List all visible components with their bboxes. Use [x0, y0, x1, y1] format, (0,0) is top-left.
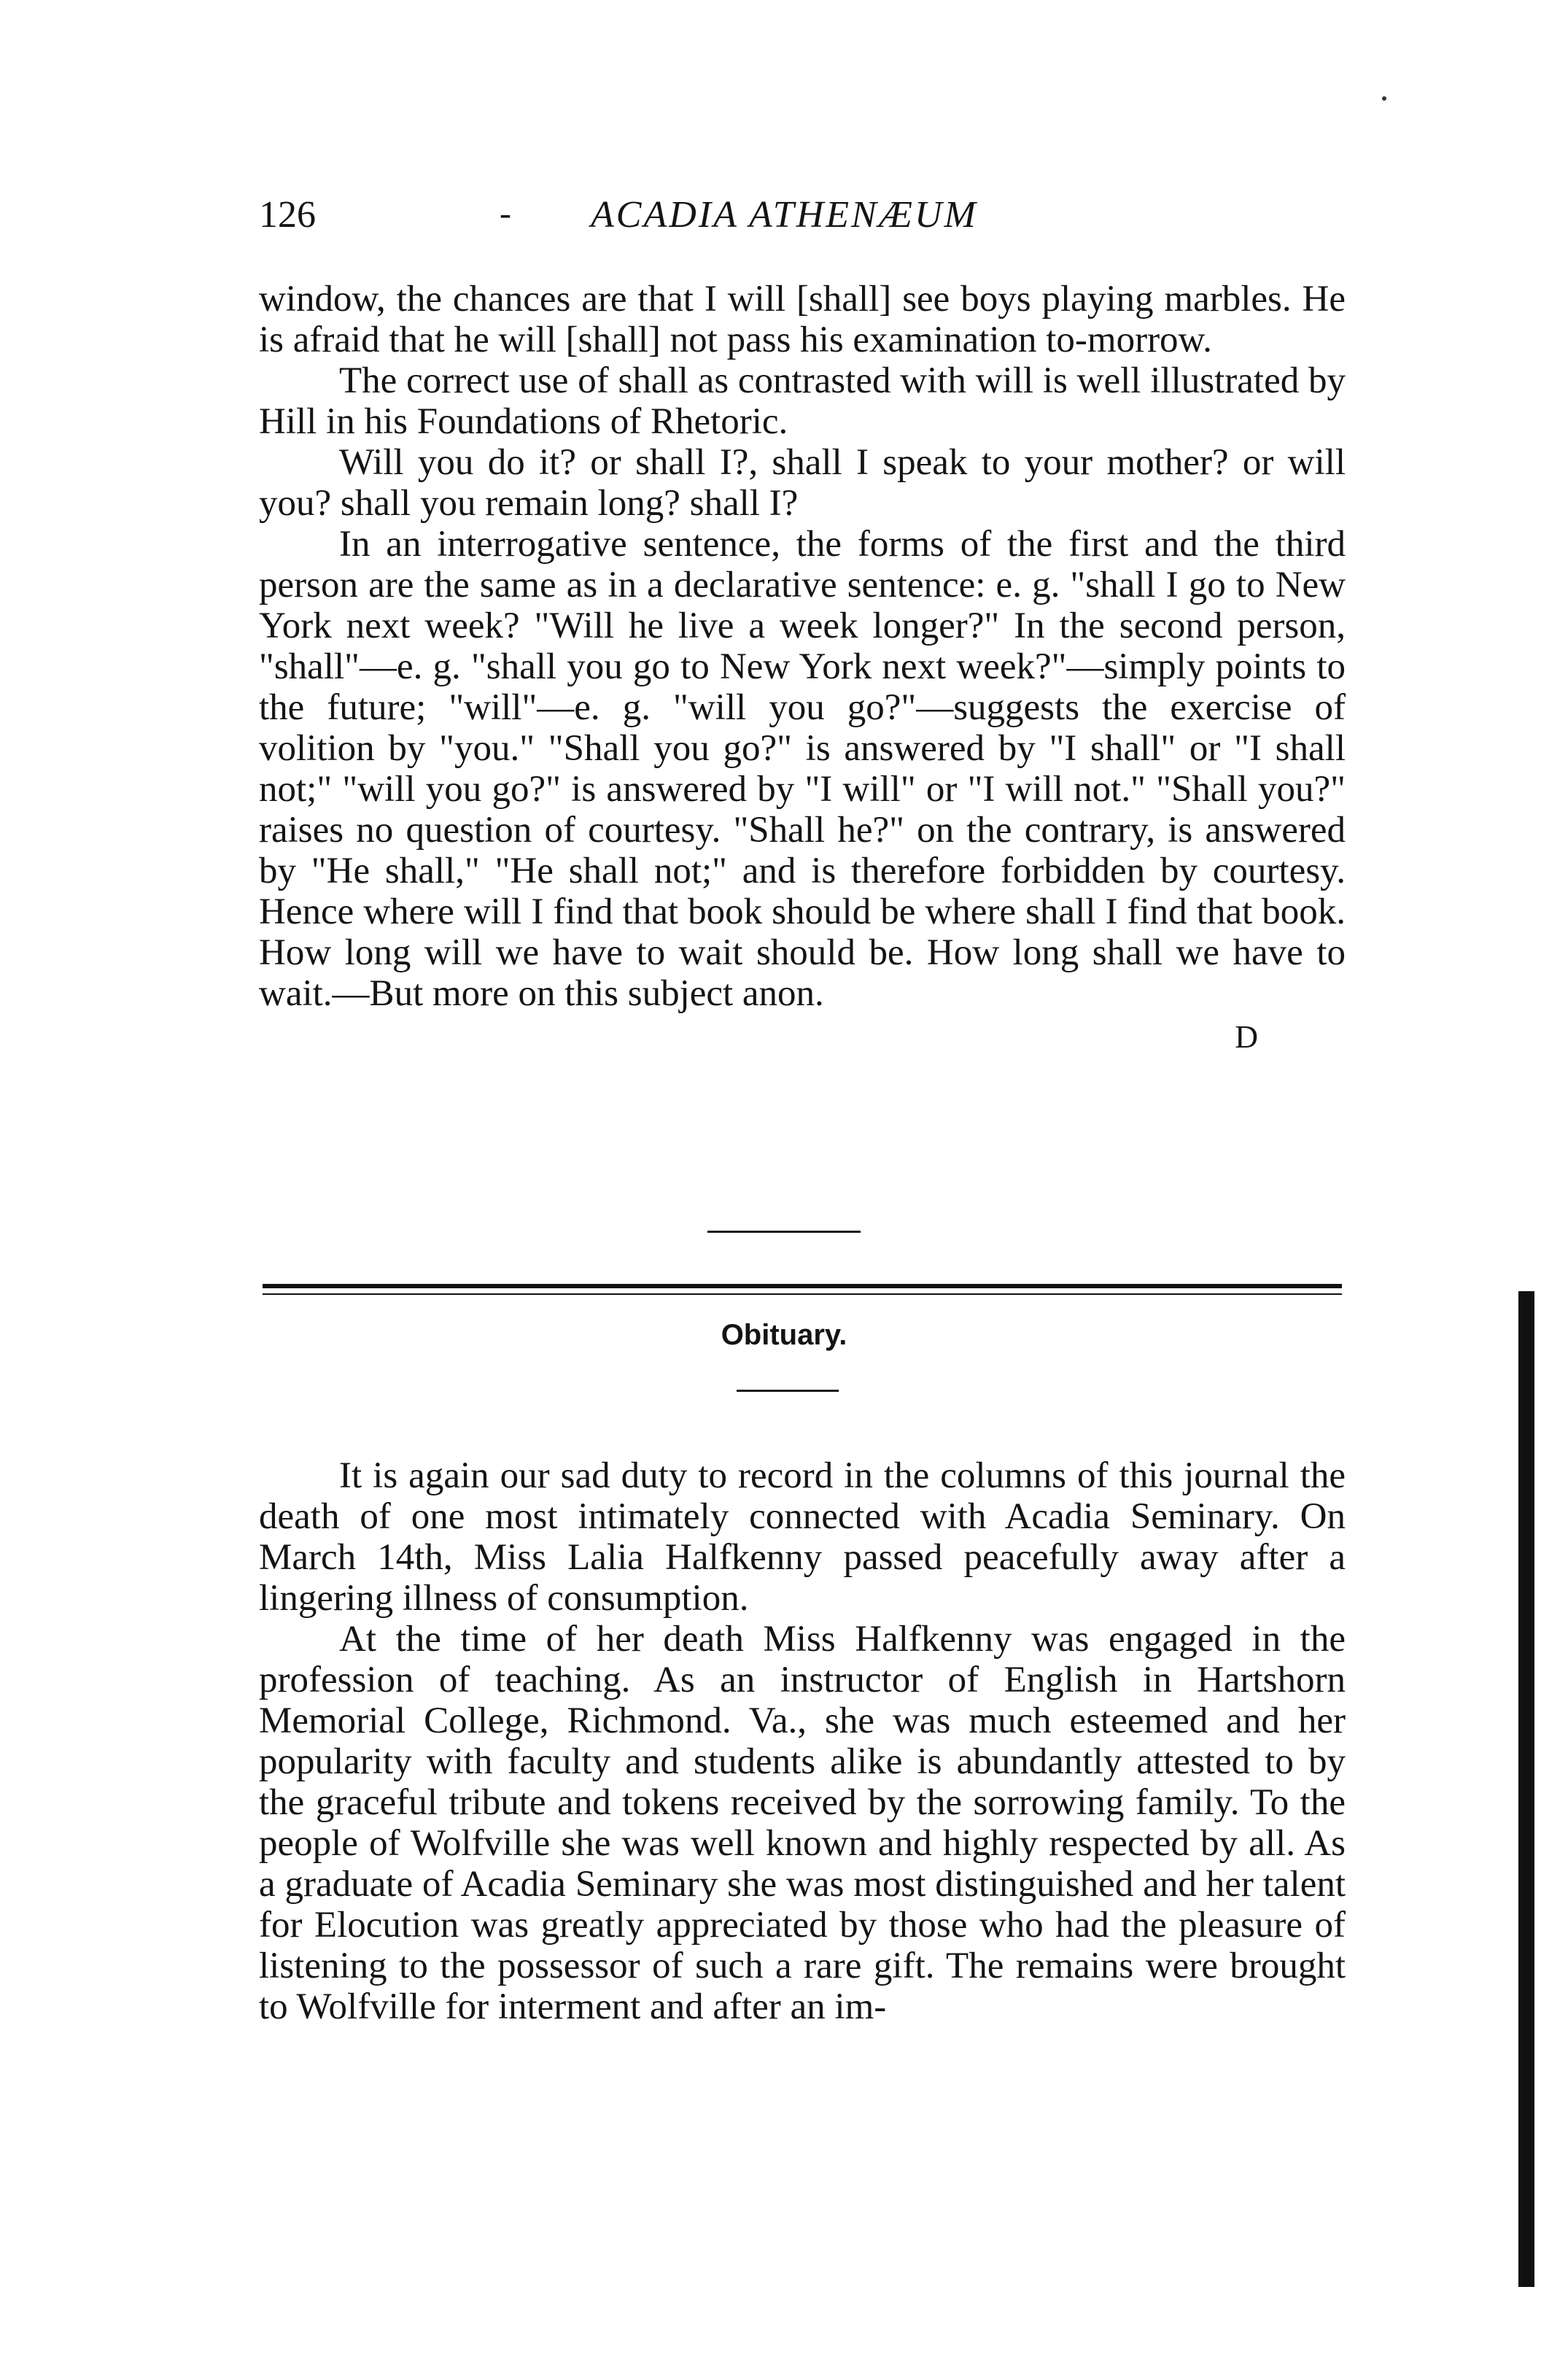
article-paragraph: window, the chances are that I will [shall] see boys playing marbles. He is afraid that he will [shall] not pass his examination to-morrow. — [259, 279, 1346, 360]
obituary-title: Obituary. — [721, 1319, 847, 1351]
continued-article — [259, 279, 1346, 1056]
section-rule-thin — [263, 1293, 1342, 1295]
running-title: ACADIA ATHENÆUM — [591, 194, 978, 236]
obituary-paragraph: It is again our sad duty to record in the columns of this journal the death of one most intimately connected with Acadia Seminary. On March 14th, Miss Lalia Halfkenny passed peacefully away after a lingering illness of consumption. — [259, 1455, 1346, 1619]
obituary-paragraph: At the time of her death Miss Halfkenny was engaged in the profession of teaching. As an instructor of English in Hartshorn Memorial College, Richmond. Va., she was much esteemed and her popularity with faculty and students alike is abundantly attested to by the graceful tribute and tokens received by the sorrowing family. To the people of Wolfville she was well known and highly respected by all. As a graduate of Acadia Seminary she was most distinguished and her talent for Elocution was greatly appreciated by those who had the pleasure of listening to the possessor of such a rare gift. The remains were brought to Wolfville for interment and after an im- — [259, 1619, 1346, 2027]
obituary-body — [259, 1455, 1346, 2027]
article-paragraph: Will you do it? or shall I?, shall I speak to your mother? or will you? shall you remain long? shall I? — [259, 442, 1346, 524]
page-edge-shadow — [1518, 1291, 1534, 2287]
section-separator — [707, 1231, 861, 1233]
page-header — [259, 193, 1346, 244]
article-paragraph: In an interrogative sentence, the forms of the first and the third person are the same as in a declarative sentence: e. g. "shall I go to New York next week? "Will he live a week longer?" In the second person, "shall"—e. g. "shall you go to New York next week?"—simply points to the future; "will"—e. g. "will you go?"—suggests the exercise of volition by "you." "Shall you go?" is answered by "I shall" or "I shall not;" "will you go?" is answered by "I will" or "I will not." "Shall you?" raises no question of courtesy. "Shall he?" on the contrary, is answered by "He shall," "He shall not;" and is therefore forbidden by courtesy. Hence where will I find that book should be where shall I find that book. How long will we have to wait should be. How long shall we have to wait.—But more on this subject anon. — [259, 524, 1346, 1014]
author-signature: D — [1235, 1019, 1258, 1055]
title-underline — [737, 1390, 839, 1392]
article-paragraph: The correct use of shall as contrasted with will is well illustrated by Hill in his Foundations of Rhetoric. — [259, 360, 1346, 442]
page-number: 126 — [259, 194, 316, 236]
print-speck — [1382, 96, 1386, 101]
section-rule-thick — [263, 1284, 1342, 1288]
header-dash: - — [500, 194, 511, 233]
